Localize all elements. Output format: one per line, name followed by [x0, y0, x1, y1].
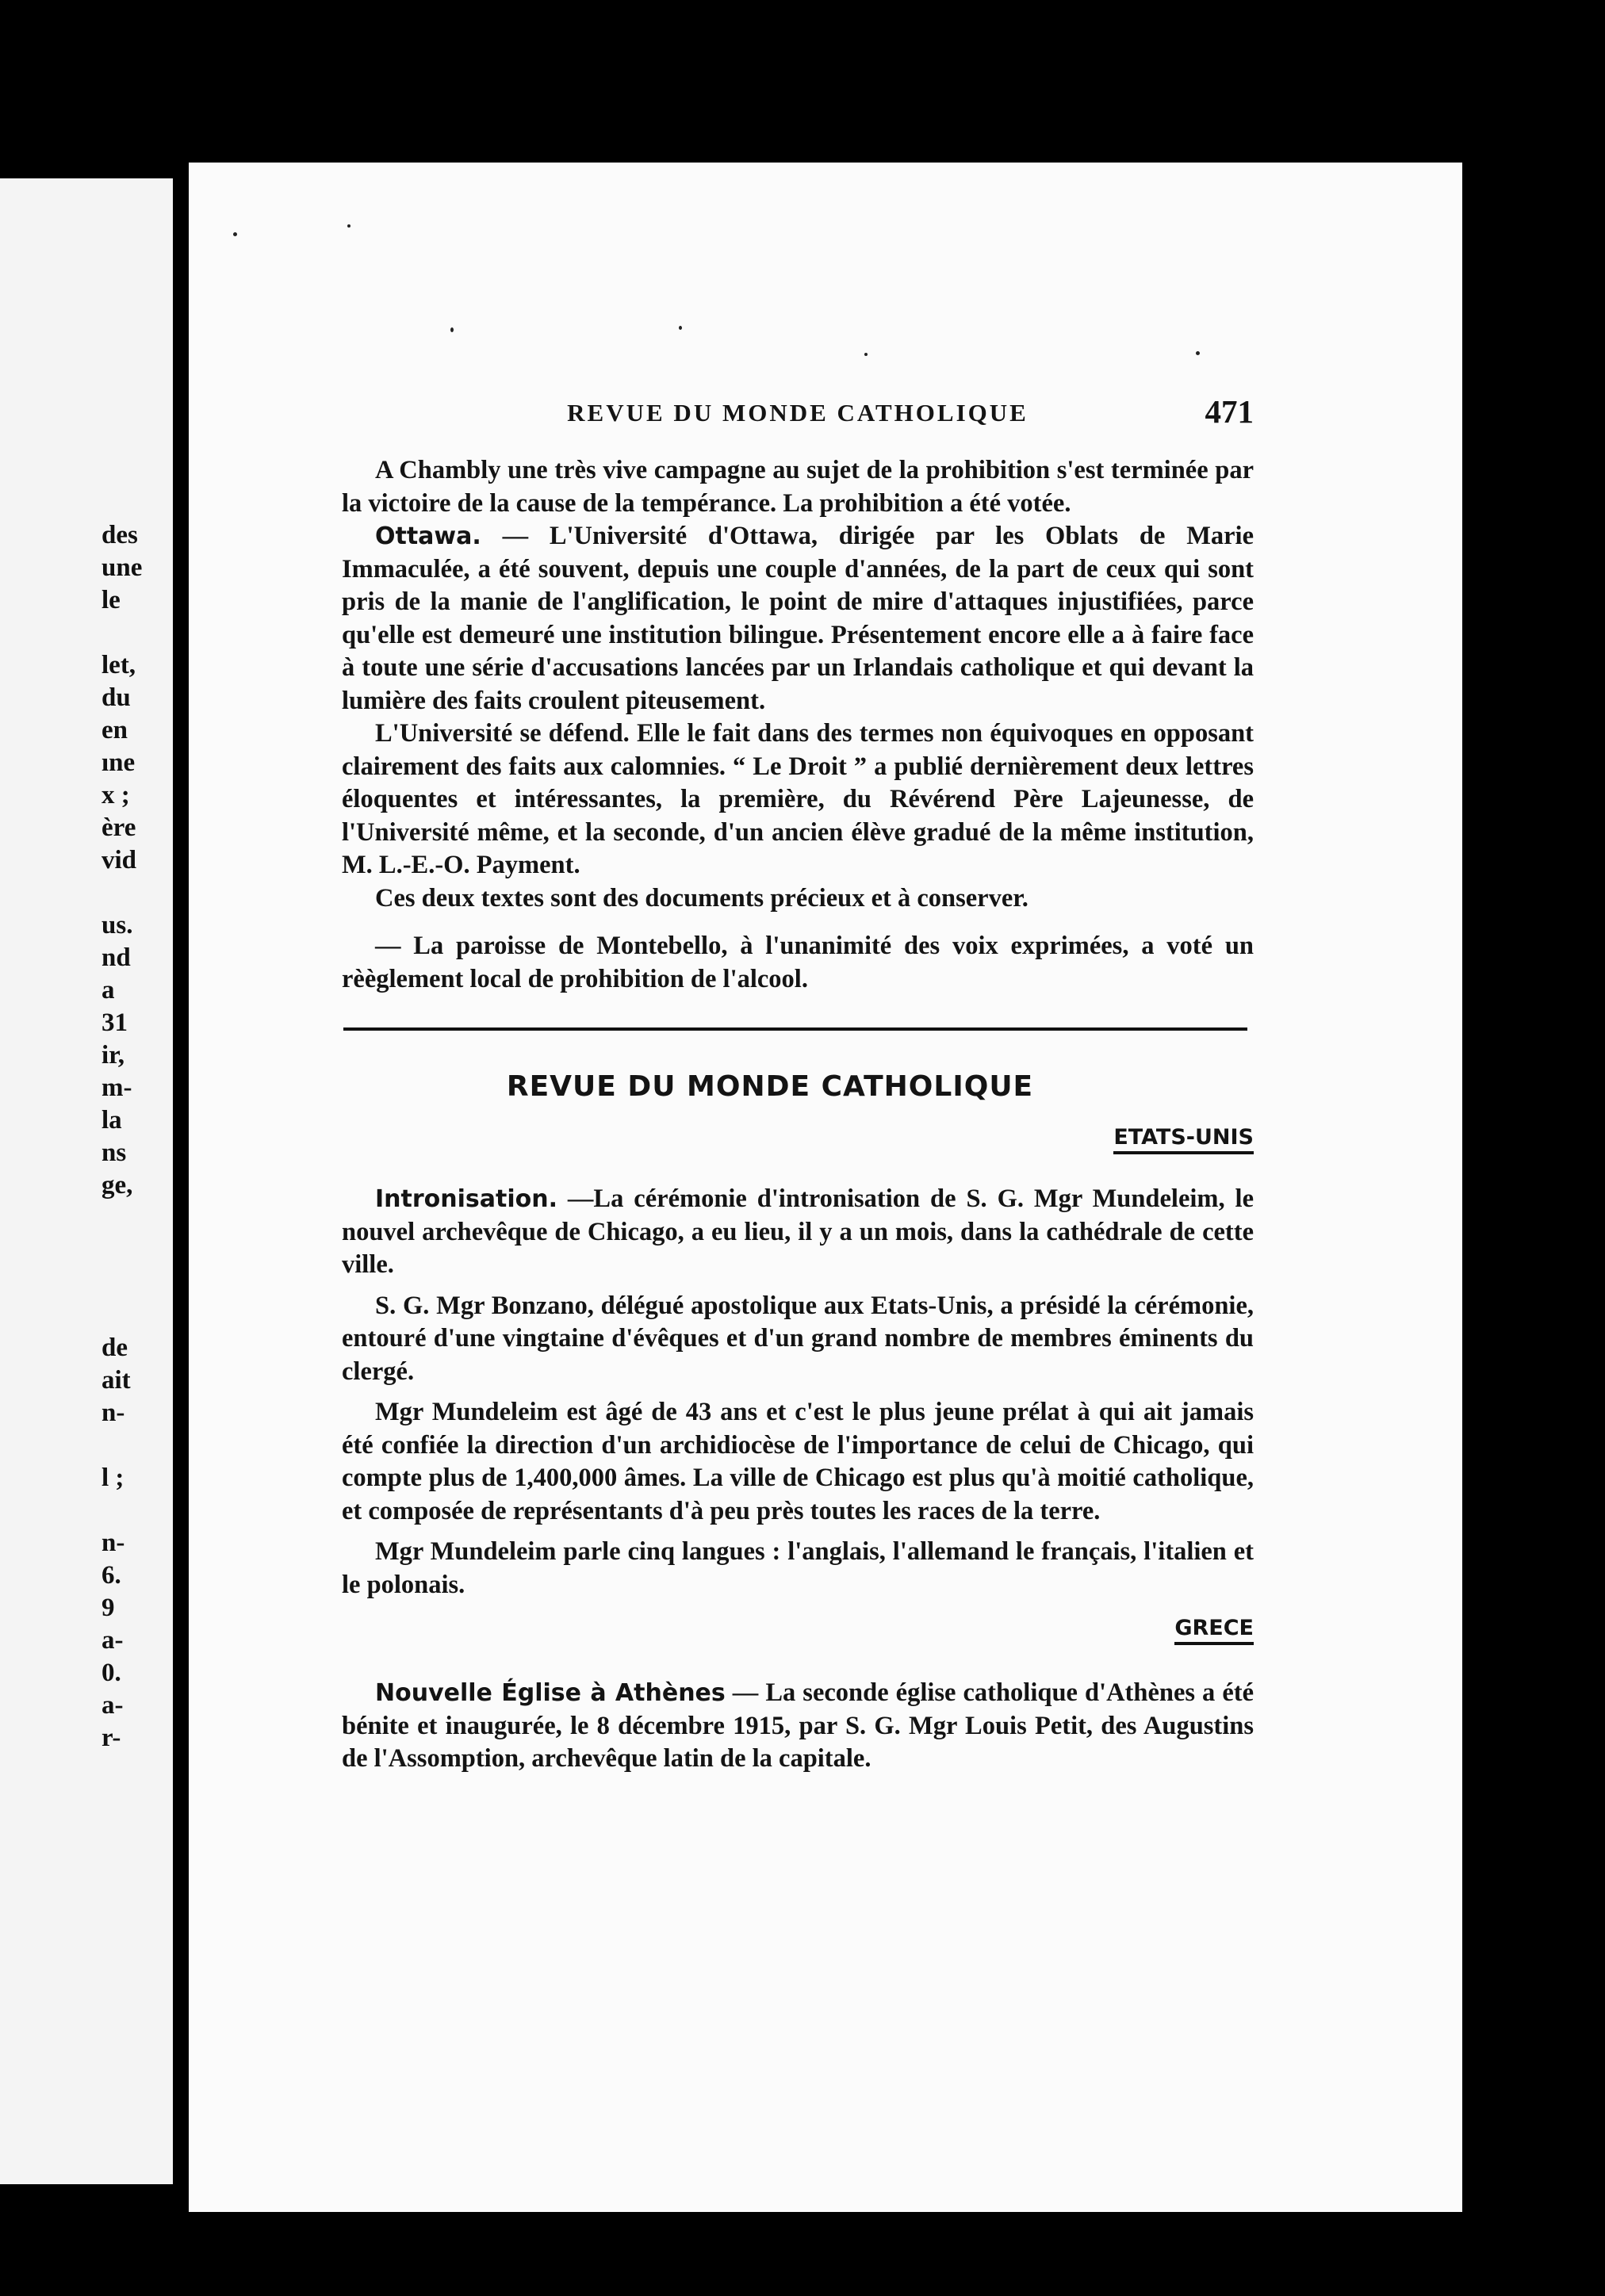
section-title: REVUE DU MONDE CATHOLIQUE [506, 1070, 1034, 1103]
facing-page-fragment: de [102, 1334, 128, 1362]
facing-page-fragment: ns [102, 1138, 127, 1167]
facing-page-fragment: ge, [102, 1171, 133, 1200]
paragraph-chambly: A Chambly une très vive campagne au sujet de la prohibition s'est terminée par la victoire de la cause de la tempérance. La prohibition a été votée. [342, 456, 1254, 518]
facing-page-fragment: le [102, 586, 121, 614]
paragraph-montebello: — La paroisse de Montebello, à l'unanimité des voix exprimées, a voté un rèèglement local de prohibition de l'alcool. [342, 932, 1254, 993]
facing-page-edge [0, 178, 173, 2184]
paragraph-athenes [342, 1677, 1254, 1776]
section-divider [343, 1027, 1247, 1031]
facing-page-fragment: des [102, 521, 138, 549]
athenes-text: — La seconde église catholique d'Athènes a été bénite et inaugurée, le 8 décembre 1915, par S. G. Mgr Louis Petit, des Augustins de l'Assomption, archevêque latin de la capitale. [342, 1678, 1255, 1773]
paragraph-textes: Ces deux textes sont des documents précieux et à conserver. [375, 883, 1029, 913]
ottawa-text: — L'Université d'Ottawa, dirigée par les Oblats de Marie Immaculée, a été souvent, depuis une couple d'années, de la part de ceux qui sont pris de la manie de l'anglification, le point de mire d'attaques injustifiées, parce qu'elle est demeuré une institution bilingue. Présentement encore elle a à faire face à toute une série d'accusations lancées par un Irlandais catholique et qui devant la lumière des faits croulent piteusement. [342, 522, 1254, 715]
facing-page-fragment: 6. [102, 1561, 121, 1590]
facing-page-fragment: une [102, 553, 143, 582]
facing-page-fragment [102, 877, 173, 909]
facing-page-fragment: nd [102, 943, 131, 972]
paragraph-mundeleim-age: Mgr Mundeleim est âgé de 43 ans et c'est le plus jeune prélat à qui ait jamais été confiée la direction d'un archidiocèse de l'importance de celui de Chicago, qui compte plus de 1,400,000 âmes. La ville de Chicago est plus qu'à moitié catholique, et composée de représentants d'à peu près toutes les races de la terre. [342, 1398, 1254, 1525]
facing-page-fragment [102, 1267, 173, 1299]
facing-page-fragment: let, [102, 651, 136, 679]
facing-page-fragment: vid [102, 846, 137, 874]
intronisation-lead: Intronisation. [375, 1185, 557, 1213]
facing-page-fragment: a [102, 976, 115, 1004]
facing-page-fragment: 31 [102, 1008, 128, 1037]
facing-page-fragment: r- [102, 1724, 121, 1752]
facing-page-fragment: a- [102, 1691, 124, 1720]
facing-page-fragment [102, 1429, 173, 1462]
facing-page-fragment: n- [102, 1399, 125, 1427]
paragraph-intronisation [342, 1183, 1254, 1282]
facing-page-fragment: us. [102, 911, 133, 939]
facing-page-fragment: ir, [102, 1041, 125, 1070]
ottawa-lead: Ottawa. [375, 522, 481, 550]
facing-page-fragment [102, 1234, 173, 1267]
facing-page-fragment: 0. [102, 1659, 121, 1687]
paragraph-ottawa [342, 520, 1254, 718]
facing-page-fragment: n- [102, 1529, 125, 1557]
facing-page-fragment: en [102, 716, 128, 744]
heading-grece [342, 1616, 1254, 1640]
page-number: 471 [1205, 393, 1254, 430]
facing-page-fragment: l ; [102, 1464, 124, 1492]
facing-page-fragment: a- [102, 1626, 124, 1655]
facing-page-fragment: la [102, 1106, 122, 1135]
paragraph-bonzano: S. G. Mgr Bonzano, délégué apostolique aux Etats-Unis, a présidé la cérémonie, entouré d'une vingtaine d'évêques et d'un grand nombre de membres éminents du clergé. [342, 1291, 1254, 1386]
facing-page-fragment: du [102, 683, 131, 712]
heading-etats-unis-text: ETATS-UNIS [1113, 1125, 1254, 1154]
facing-page-fragment: 9 [102, 1594, 115, 1622]
facing-page-fragment [102, 1494, 173, 1527]
facing-page-fragment [102, 617, 173, 649]
document-page [189, 163, 1462, 2212]
paragraph-universite: L'Université se défend. Elle le fait dans des termes non équivoques en opposant clairement des faits aux calomnies. “ Le Droit ” a publié dernièrement deux lettres éloquentes et intéressantes, la première, du Révérend Père Lajeunesse, de l'Université même, et la seconde, d'un ancien élève gradué de la même institution, M. L.-E.-O. Payment. [342, 719, 1254, 879]
facing-page-text-fragments [102, 519, 173, 1755]
facing-page-fragment: m- [102, 1073, 132, 1102]
heading-etats-unis [342, 1125, 1254, 1150]
heading-grece-text: GRECE [1174, 1616, 1254, 1645]
running-head-title: REVUE DU MONDE CATHOLIQUE [567, 399, 1029, 427]
facing-page-fragment [102, 1202, 173, 1234]
athenes-lead: Nouvelle Église à Athènes [375, 1679, 726, 1707]
facing-page-fragment: x ; [102, 781, 130, 809]
intronisation-text: —La cérémonie d'intronisation de S. G. Mgr Mundeleim, le nouvel archevêque de Chicago, a eu lieu, il y a un mois, dans la cathédrale de cette ville. [342, 1184, 1254, 1279]
facing-page-fragment [102, 1299, 173, 1332]
facing-page-fragment: ıne [102, 748, 136, 777]
paragraph-mundeleim-langues: Mgr Mundeleim parle cinq langues : l'anglais, l'allemand le français, l'italien et le polonais. [342, 1537, 1254, 1599]
running-header [342, 392, 1254, 440]
facing-page-fragment: ait [102, 1366, 131, 1395]
facing-page-fragment: ère [102, 813, 136, 842]
page-content [342, 392, 1254, 1776]
